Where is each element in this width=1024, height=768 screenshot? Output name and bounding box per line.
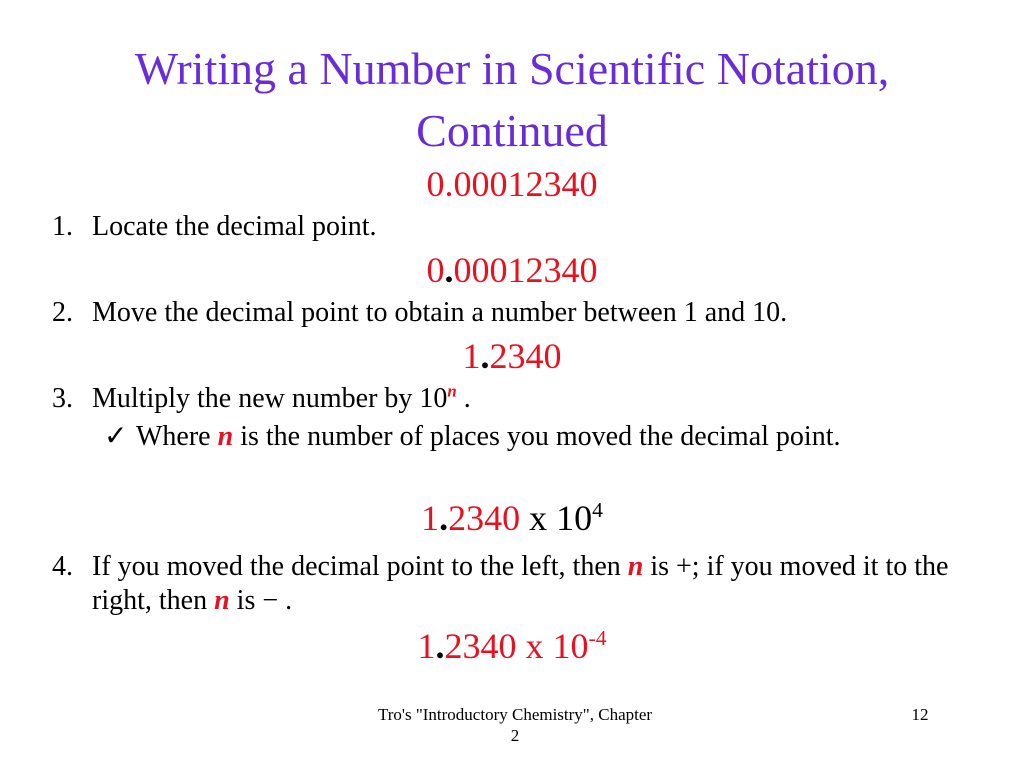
variable-n-left: n [627,551,644,582]
result1-decimal-point: . [439,498,449,538]
result-positive-exponent [0,498,1024,538]
step-1-text: Locate the decimal point. [92,211,377,242]
page-number: 12 [911,705,929,724]
result1-exponent: 4 [592,498,603,522]
located-decimal-point: . [444,250,454,290]
located-lead: 0 [426,250,445,290]
result2-decimal-point: . [435,626,445,666]
step-3-number: 3. [52,383,73,414]
exponent-variable: n [447,381,457,401]
located-number [0,250,1024,290]
result1-times: x 10 [520,498,593,538]
step-3-text-before: Multiply the new number by 10 [92,383,448,414]
located-rest: 00012340 [453,250,598,290]
moved-number [0,336,1024,376]
result2-rest: 2340 x 10 [444,626,589,666]
checkmark-icon: ✓ [104,421,128,452]
step-3-text-after: . [456,383,471,414]
example-number: 0.00012340 [426,164,598,204]
step-3-subpoint-text: Where n is the number of places you moved the decimal point. [136,421,841,452]
result2-exponent: -4 [588,626,607,650]
footer-source: Tro's "Introductory Chemistry", Chapter 2 [377,705,653,745]
result1-rest: 2340 [448,498,521,538]
result2-lead: 1 [417,626,436,666]
moved-rest: 2340 [489,336,562,376]
step-2-number: 2. [52,297,73,328]
step-4-text: If you moved the decimal point to the left, then n is +; if you moved it to the right, then n is − . [92,551,949,616]
variable-n-right: n [214,585,230,616]
step-3-text [92,382,952,416]
step-4-number: 4. [52,551,73,582]
slide-title: Writing a Number in Scientific Notation, Continued [134,43,890,156]
variable-n: n [217,421,234,452]
moved-decimal-point: . [480,336,490,376]
moved-lead: 1 [462,336,481,376]
result-negative-exponent [0,626,1024,666]
result1-lead: 1 [421,498,440,538]
step-1-number: 1. [52,211,73,242]
step-2-text: Move the decimal point to obtain a number between 1 and 10. [92,297,788,328]
